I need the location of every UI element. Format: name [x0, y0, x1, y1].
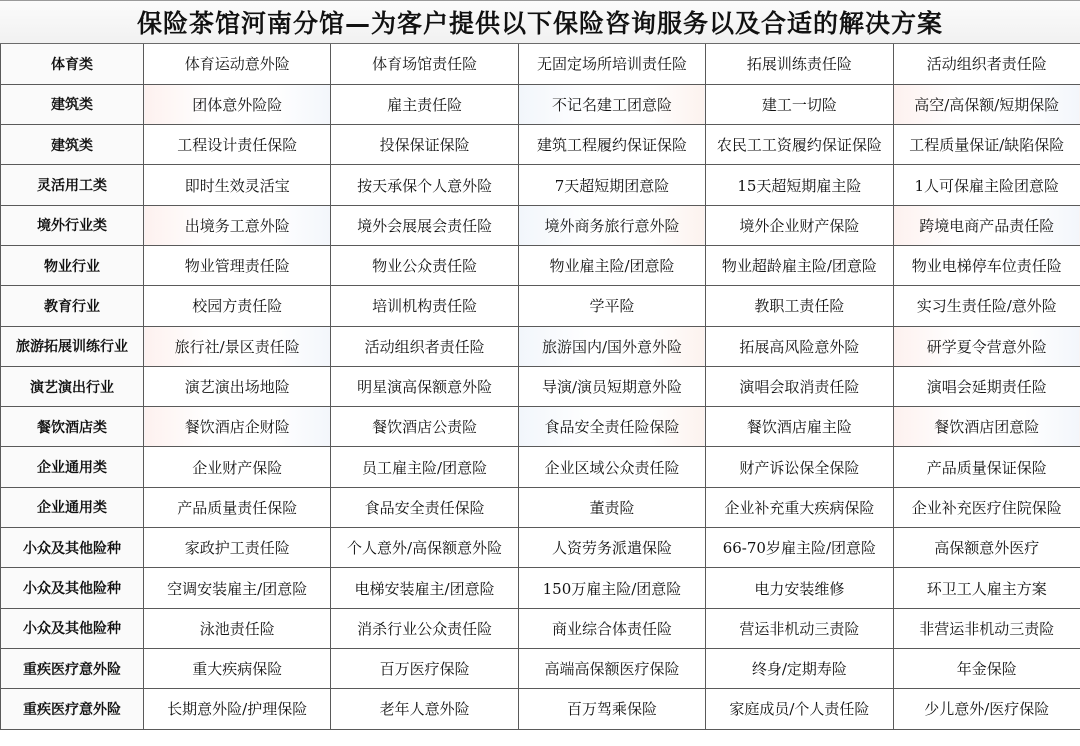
table-row [1, 689, 1080, 729]
insurance-item-cell: 商业综合体责任险 [518, 608, 705, 648]
insurance-item-cell: 投保保证保险 [331, 125, 518, 165]
insurance-item-cell: 环卫工人雇主方案 [893, 568, 1080, 608]
table-row [1, 165, 1080, 205]
category-cell: 建筑类 [1, 84, 144, 124]
insurance-item-cell: 物业公众责任险 [331, 245, 518, 285]
table-row [1, 366, 1080, 406]
insurance-item-cell: 不记名建工团意险 [518, 84, 705, 124]
table-row [1, 125, 1080, 165]
insurance-item-cell: 雇主责任险 [331, 84, 518, 124]
insurance-item-cell: 体育运动意外险 [144, 44, 331, 84]
insurance-item-cell: 高端高保额医疗保险 [518, 648, 705, 688]
category-cell: 建筑类 [1, 125, 144, 165]
insurance-item-cell: 企业补充重大疾病保险 [706, 487, 893, 527]
insurance-item-cell: 年金保险 [893, 648, 1080, 688]
insurance-item-cell: 重大疾病保险 [144, 648, 331, 688]
insurance-item-cell: 演艺演出场地险 [144, 366, 331, 406]
insurance-item-cell: 境外会展展会责任险 [331, 205, 518, 245]
insurance-item-cell: 餐饮酒店企财险 [144, 407, 331, 447]
insurance-item-cell: 企业财产保险 [144, 447, 331, 487]
insurance-item-cell: 研学夏令营意外险 [893, 326, 1080, 366]
insurance-item-cell: 境外企业财产保险 [706, 205, 893, 245]
insurance-item-cell: 1人可保雇主险团意险 [893, 165, 1080, 205]
insurance-item-cell: 教职工责任险 [706, 286, 893, 326]
insurance-item-cell: 老年人意外险 [331, 689, 518, 729]
insurance-item-cell: 家庭成员/个人责任险 [706, 689, 893, 729]
insurance-item-cell: 企业区域公众责任险 [518, 447, 705, 487]
category-cell: 小众及其他险种 [1, 568, 144, 608]
insurance-item-cell: 活动组织者责任险 [893, 44, 1080, 84]
table-row [1, 447, 1080, 487]
table-row [1, 608, 1080, 648]
table-row [1, 648, 1080, 688]
insurance-item-cell: 按天承保个人意外险 [331, 165, 518, 205]
insurance-item-cell: 跨境电商产品责任险 [893, 205, 1080, 245]
insurance-item-cell: 培训机构责任险 [331, 286, 518, 326]
category-cell: 物业行业 [1, 245, 144, 285]
category-cell: 重疾医疗意外险 [1, 648, 144, 688]
insurance-item-cell: 电梯安装雇主/团意险 [331, 568, 518, 608]
insurance-item-cell: 物业超龄雇主险/团意险 [706, 245, 893, 285]
insurance-item-cell: 食品安全责任险保险 [518, 407, 705, 447]
table-row [1, 84, 1080, 124]
insurance-item-cell: 员工雇主险/团意险 [331, 447, 518, 487]
insurance-item-cell: 校园方责任险 [144, 286, 331, 326]
table-row [1, 44, 1080, 84]
insurance-item-cell: 明星演高保额意外险 [331, 366, 518, 406]
insurance-item-cell: 拓展高风险意外险 [706, 326, 893, 366]
insurance-item-cell: 建筑工程履约保证保险 [518, 125, 705, 165]
category-cell: 小众及其他险种 [1, 608, 144, 648]
insurance-item-cell: 无固定场所培训责任险 [518, 44, 705, 84]
insurance-item-cell: 旅游国内/国外意外险 [518, 326, 705, 366]
insurance-item-cell: 餐饮酒店团意险 [893, 407, 1080, 447]
insurance-item-cell: 即时生效灵活宝 [144, 165, 331, 205]
insurance-item-cell: 电力安装维修 [706, 568, 893, 608]
insurance-item-cell: 产品质量保证保险 [893, 447, 1080, 487]
insurance-item-cell: 营运非机动三责险 [706, 608, 893, 648]
category-cell: 企业通用类 [1, 447, 144, 487]
insurance-item-cell: 演唱会取消责任险 [706, 366, 893, 406]
insurance-item-cell: 实习生责任险/意外险 [893, 286, 1080, 326]
table-row [1, 407, 1080, 447]
insurance-item-cell: 个人意外/高保额意外险 [331, 528, 518, 568]
table-row [1, 205, 1080, 245]
category-cell: 演艺演出行业 [1, 366, 144, 406]
insurance-item-cell: 导演/演员短期意外险 [518, 366, 705, 406]
insurance-item-cell: 百万医疗保险 [331, 648, 518, 688]
insurance-item-cell: 少儿意外/医疗保险 [893, 689, 1080, 729]
insurance-item-cell: 工程设计责任保险 [144, 125, 331, 165]
insurance-item-cell: 出境务工意外险 [144, 205, 331, 245]
insurance-item-cell: 董责险 [518, 487, 705, 527]
insurance-item-cell: 终身/定期寿险 [706, 648, 893, 688]
service-table-body [1, 44, 1080, 729]
insurance-item-cell: 餐饮酒店雇主险 [706, 407, 893, 447]
insurance-item-cell: 团体意外险险 [144, 84, 331, 124]
insurance-item-cell: 消杀行业公众责任险 [331, 608, 518, 648]
insurance-item-cell: 物业管理责任险 [144, 245, 331, 285]
insurance-item-cell: 人资劳务派遣保险 [518, 528, 705, 568]
category-cell: 企业通用类 [1, 487, 144, 527]
insurance-item-cell: 物业雇主险/团意险 [518, 245, 705, 285]
page-title: 保险茶馆河南分馆—为客户提供以下保险咨询服务以及合适的解决方案 [136, 9, 943, 38]
category-cell: 体育类 [1, 44, 144, 84]
insurance-item-cell: 食品安全责任保险 [331, 487, 518, 527]
title-bar [0, 0, 1080, 44]
insurance-item-cell: 66-70岁雇主险/团意险 [706, 528, 893, 568]
insurance-item-cell: 餐饮酒店公责险 [331, 407, 518, 447]
insurance-item-cell: 高保额意外医疗 [893, 528, 1080, 568]
insurance-item-cell: 财产诉讼保全保险 [706, 447, 893, 487]
insurance-item-cell: 拓展训练责任险 [706, 44, 893, 84]
insurance-item-cell: 15天超短期雇主险 [706, 165, 893, 205]
table-row [1, 326, 1080, 366]
insurance-item-cell: 空调安装雇主/团意险 [144, 568, 331, 608]
insurance-item-cell: 泳池责任险 [144, 608, 331, 648]
table-row [1, 245, 1080, 285]
insurance-item-cell: 家政护工责任险 [144, 528, 331, 568]
category-cell: 小众及其他险种 [1, 528, 144, 568]
insurance-item-cell: 企业补充医疗住院保险 [893, 487, 1080, 527]
insurance-item-cell: 建工一切险 [706, 84, 893, 124]
insurance-item-cell: 体育场馆责任险 [331, 44, 518, 84]
insurance-item-cell: 境外商务旅行意外险 [518, 205, 705, 245]
insurance-item-cell: 150万雇主险/团意险 [518, 568, 705, 608]
insurance-item-cell: 非营运非机动三责险 [893, 608, 1080, 648]
category-cell: 灵活用工类 [1, 165, 144, 205]
insurance-item-cell: 农民工工资履约保证保险 [706, 125, 893, 165]
insurance-item-cell: 长期意外险/护理保险 [144, 689, 331, 729]
table-row [1, 286, 1080, 326]
insurance-item-cell: 演唱会延期责任险 [893, 366, 1080, 406]
insurance-item-cell: 工程质量保证/缺陷保险 [893, 125, 1080, 165]
insurance-item-cell: 旅行社/景区责任险 [144, 326, 331, 366]
insurance-item-cell: 百万驾乘保险 [518, 689, 705, 729]
category-cell: 餐饮酒店类 [1, 407, 144, 447]
insurance-item-cell: 高空/高保额/短期保险 [893, 84, 1080, 124]
category-cell: 境外行业类 [1, 205, 144, 245]
table-row [1, 528, 1080, 568]
insurance-item-cell: 学平险 [518, 286, 705, 326]
category-cell: 旅游拓展训练行业 [1, 326, 144, 366]
insurance-item-cell: 7天超短期团意险 [518, 165, 705, 205]
insurance-item-cell: 活动组织者责任险 [331, 326, 518, 366]
table-row [1, 487, 1080, 527]
category-cell: 重疾医疗意外险 [1, 689, 144, 729]
category-cell: 教育行业 [1, 286, 144, 326]
insurance-item-cell: 物业电梯停车位责任险 [893, 245, 1080, 285]
insurance-item-cell: 产品质量责任保险 [144, 487, 331, 527]
service-table [0, 44, 1080, 730]
table-row [1, 568, 1080, 608]
